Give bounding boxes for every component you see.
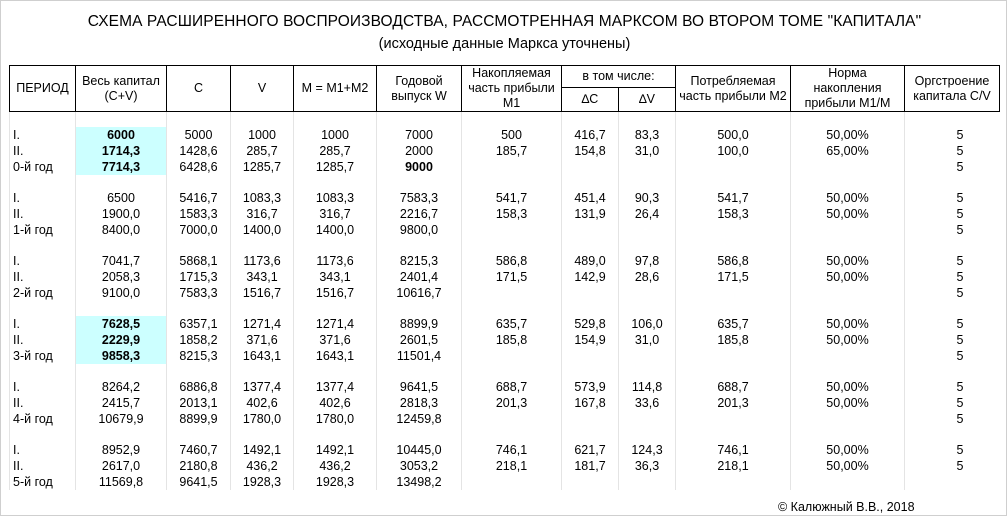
accumulation-norm-cell[interactable] bbox=[791, 222, 905, 238]
accumulation-norm-cell[interactable]: 50,00% bbox=[791, 379, 905, 395]
accumulation-norm-cell[interactable] bbox=[791, 285, 905, 301]
v-value-cell[interactable]: 1285,7 bbox=[231, 159, 294, 175]
v-value-cell[interactable]: 1000 bbox=[231, 127, 294, 143]
delta-v-cell[interactable] bbox=[619, 159, 676, 175]
table-row bbox=[10, 222, 1000, 238]
table-row bbox=[10, 332, 1000, 348]
spacer-row bbox=[10, 364, 1000, 379]
accumulated-profit-cell[interactable]: 635,7 bbox=[462, 316, 562, 332]
spacer-row bbox=[10, 175, 1000, 190]
consumed-profit-cell[interactable] bbox=[676, 222, 791, 238]
accumulation-norm-cell[interactable] bbox=[791, 474, 905, 490]
c-value-cell[interactable]: 9641,5 bbox=[167, 474, 231, 490]
m-value-cell[interactable]: 1285,7 bbox=[294, 159, 377, 175]
accumulated-profit-cell[interactable] bbox=[462, 348, 562, 364]
total-capital-cell[interactable]: 2058,3 bbox=[76, 269, 167, 285]
consumed-profit-cell[interactable]: 100,0 bbox=[676, 143, 791, 159]
period-label-cell[interactable]: 5-й год bbox=[10, 474, 76, 490]
delta-c-cell[interactable]: 142,9 bbox=[562, 269, 619, 285]
accumulated-profit-cell[interactable]: 185,8 bbox=[462, 332, 562, 348]
m-value-cell[interactable]: 285,7 bbox=[294, 143, 377, 159]
accumulation-norm-cell[interactable]: 50,00% bbox=[791, 332, 905, 348]
accumulation-norm-cell[interactable]: 50,00% bbox=[791, 206, 905, 222]
accumulated-profit-cell[interactable]: 218,1 bbox=[462, 458, 562, 474]
delta-c-cell[interactable]: 181,7 bbox=[562, 458, 619, 474]
c-value-cell[interactable]: 7583,3 bbox=[167, 285, 231, 301]
accumulated-profit-cell[interactable]: 158,3 bbox=[462, 206, 562, 222]
consumed-profit-cell[interactable] bbox=[676, 474, 791, 490]
v-value-cell[interactable]: 371,6 bbox=[231, 332, 294, 348]
v-value-cell[interactable]: 285,7 bbox=[231, 143, 294, 159]
total-capital-cell[interactable]: 11569,8 bbox=[76, 474, 167, 490]
c-value-cell[interactable]: 7460,7 bbox=[167, 442, 231, 458]
organic-structure-cell[interactable]: 5 bbox=[905, 222, 1000, 238]
v-value-cell[interactable]: 402,6 bbox=[231, 395, 294, 411]
c-value-cell[interactable]: 6886,8 bbox=[167, 379, 231, 395]
v-value-cell[interactable]: 343,1 bbox=[231, 269, 294, 285]
period-label-cell[interactable]: II. bbox=[10, 206, 76, 222]
organic-structure-cell[interactable]: 5 bbox=[905, 442, 1000, 458]
c-value-cell[interactable]: 5868,1 bbox=[167, 253, 231, 269]
consumed-profit-cell[interactable] bbox=[676, 348, 791, 364]
header-delta-v: ∆V bbox=[619, 87, 676, 111]
annual-output-cell[interactable]: 8215,3 bbox=[377, 253, 462, 269]
period-label-cell[interactable]: 3-й год bbox=[10, 348, 76, 364]
total-capital-cell[interactable]: 8952,9 bbox=[76, 442, 167, 458]
total-capital-cell[interactable]: 7714,3 bbox=[76, 159, 167, 175]
accumulation-norm-cell[interactable] bbox=[791, 348, 905, 364]
delta-c-cell[interactable]: 573,9 bbox=[562, 379, 619, 395]
delta-v-cell[interactable]: 90,3 bbox=[619, 190, 676, 206]
total-capital-cell[interactable]: 10679,9 bbox=[76, 411, 167, 427]
organic-structure-cell[interactable]: 5 bbox=[905, 285, 1000, 301]
organic-structure-cell[interactable]: 5 bbox=[905, 206, 1000, 222]
annual-output-cell[interactable]: 2601,5 bbox=[377, 332, 462, 348]
total-capital-cell[interactable]: 2617,0 bbox=[76, 458, 167, 474]
sheet-title: СХЕМА РАСШИРЕННОГО ВОСПРОИЗВОДСТВА, РАССМОТРЕННАЯ МАРКСОМ ВО ВТОРОМ ТОМЕ "КАПИТАЛА" bbox=[87, 13, 922, 30]
header-organic-structure: Оргстроение капитала C/V bbox=[905, 66, 1000, 112]
m-value-cell[interactable]: 1173,6 bbox=[294, 253, 377, 269]
organic-structure-cell[interactable]: 5 bbox=[905, 269, 1000, 285]
consumed-profit-cell[interactable]: 688,7 bbox=[676, 379, 791, 395]
table-row bbox=[10, 316, 1000, 332]
table-row bbox=[10, 190, 1000, 206]
delta-c-cell[interactable]: 529,8 bbox=[562, 316, 619, 332]
m-value-cell[interactable]: 371,6 bbox=[294, 332, 377, 348]
period-label-cell[interactable]: II. bbox=[10, 395, 76, 411]
v-value-cell[interactable]: 1271,4 bbox=[231, 316, 294, 332]
delta-c-cell[interactable]: 131,9 bbox=[562, 206, 619, 222]
table-row bbox=[10, 206, 1000, 222]
organic-structure-cell[interactable]: 5 bbox=[905, 332, 1000, 348]
annual-output-cell[interactable]: 3053,2 bbox=[377, 458, 462, 474]
c-value-cell[interactable]: 5416,7 bbox=[167, 190, 231, 206]
annual-output-cell[interactable]: 7583,3 bbox=[377, 190, 462, 206]
accumulated-profit-cell[interactable] bbox=[462, 285, 562, 301]
accumulated-profit-cell[interactable]: 688,7 bbox=[462, 379, 562, 395]
annual-output-cell[interactable]: 9800,0 bbox=[377, 222, 462, 238]
header-c: C bbox=[167, 66, 231, 112]
delta-c-cell[interactable] bbox=[562, 474, 619, 490]
period-label-cell[interactable]: 0-й год bbox=[10, 159, 76, 175]
v-value-cell[interactable]: 1492,1 bbox=[231, 442, 294, 458]
delta-v-cell[interactable]: 26,4 bbox=[619, 206, 676, 222]
table-row bbox=[10, 269, 1000, 285]
total-capital-cell[interactable]: 8400,0 bbox=[76, 222, 167, 238]
header-v: V bbox=[231, 66, 294, 112]
organic-structure-cell[interactable]: 5 bbox=[905, 253, 1000, 269]
organic-structure-cell[interactable]: 5 bbox=[905, 143, 1000, 159]
c-value-cell[interactable]: 5000 bbox=[167, 127, 231, 143]
period-label-cell[interactable]: I. bbox=[10, 316, 76, 332]
c-value-cell[interactable]: 6428,6 bbox=[167, 159, 231, 175]
delta-c-cell[interactable]: 451,4 bbox=[562, 190, 619, 206]
delta-v-cell[interactable]: 114,8 bbox=[619, 379, 676, 395]
total-capital-cell[interactable]: 8264,2 bbox=[76, 379, 167, 395]
total-capital-cell[interactable]: 2229,9 bbox=[76, 332, 167, 348]
accumulation-norm-cell[interactable]: 50,00% bbox=[791, 316, 905, 332]
c-value-cell[interactable]: 6357,1 bbox=[167, 316, 231, 332]
v-value-cell[interactable]: 1780,0 bbox=[231, 411, 294, 427]
delta-c-cell[interactable] bbox=[562, 222, 619, 238]
accumulated-profit-cell[interactable]: 201,3 bbox=[462, 395, 562, 411]
period-label-cell[interactable]: I. bbox=[10, 253, 76, 269]
v-value-cell[interactable]: 1173,6 bbox=[231, 253, 294, 269]
accumulated-profit-cell[interactable] bbox=[462, 222, 562, 238]
spacer-row bbox=[10, 238, 1000, 253]
delta-v-cell[interactable]: 31,0 bbox=[619, 143, 676, 159]
accumulation-norm-cell[interactable]: 50,00% bbox=[791, 190, 905, 206]
accumulation-norm-cell[interactable]: 50,00% bbox=[791, 127, 905, 143]
v-value-cell[interactable]: 1643,1 bbox=[231, 348, 294, 364]
table-row bbox=[10, 474, 1000, 490]
v-value-cell[interactable]: 1377,4 bbox=[231, 379, 294, 395]
delta-v-cell[interactable]: 83,3 bbox=[619, 127, 676, 143]
m-value-cell[interactable]: 1271,4 bbox=[294, 316, 377, 332]
accumulated-profit-cell[interactable]: 746,1 bbox=[462, 442, 562, 458]
annual-output-cell[interactable]: 12459,8 bbox=[377, 411, 462, 427]
annual-output-cell[interactable]: 13498,2 bbox=[377, 474, 462, 490]
annual-output-cell[interactable]: 8899,9 bbox=[377, 316, 462, 332]
organic-structure-cell[interactable]: 5 bbox=[905, 458, 1000, 474]
period-label-cell[interactable]: I. bbox=[10, 442, 76, 458]
total-capital-cell[interactable]: 9858,3 bbox=[76, 348, 167, 364]
header-including: в том числе: bbox=[562, 66, 676, 88]
table-row bbox=[10, 442, 1000, 458]
c-value-cell[interactable]: 8899,9 bbox=[167, 411, 231, 427]
organic-structure-cell[interactable] bbox=[905, 474, 1000, 490]
consumed-profit-cell[interactable]: 185,8 bbox=[676, 332, 791, 348]
period-label-cell[interactable]: II. bbox=[10, 332, 76, 348]
v-value-cell[interactable]: 1928,3 bbox=[231, 474, 294, 490]
m-value-cell[interactable]: 436,2 bbox=[294, 458, 377, 474]
annual-output-cell[interactable]: 2818,3 bbox=[377, 395, 462, 411]
v-value-cell[interactable]: 1516,7 bbox=[231, 285, 294, 301]
delta-v-cell[interactable]: 36,3 bbox=[619, 458, 676, 474]
table-row bbox=[10, 458, 1000, 474]
m-value-cell[interactable]: 1780,0 bbox=[294, 411, 377, 427]
delta-c-cell[interactable]: 154,8 bbox=[562, 143, 619, 159]
header-accumulated-profit: Накопляемая часть прибыли M1 bbox=[462, 66, 562, 112]
table-row bbox=[10, 395, 1000, 411]
consumed-profit-cell[interactable]: 218,1 bbox=[676, 458, 791, 474]
m-value-cell[interactable]: 1928,3 bbox=[294, 474, 377, 490]
total-capital-cell[interactable]: 2415,7 bbox=[76, 395, 167, 411]
table-row bbox=[10, 379, 1000, 395]
consumed-profit-cell[interactable]: 541,7 bbox=[676, 190, 791, 206]
delta-v-cell[interactable]: 106,0 bbox=[619, 316, 676, 332]
accumulation-norm-cell[interactable]: 65,00% bbox=[791, 143, 905, 159]
v-value-cell[interactable]: 316,7 bbox=[231, 206, 294, 222]
consumed-profit-cell[interactable]: 201,3 bbox=[676, 395, 791, 411]
consumed-profit-cell[interactable]: 746,1 bbox=[676, 442, 791, 458]
accumulation-norm-cell[interactable]: 50,00% bbox=[791, 458, 905, 474]
accumulation-norm-cell[interactable]: 50,00% bbox=[791, 442, 905, 458]
m-value-cell[interactable]: 1083,3 bbox=[294, 190, 377, 206]
header-delta-c: ∆C bbox=[562, 87, 619, 111]
spacer-row bbox=[10, 301, 1000, 316]
accumulated-profit-cell[interactable]: 185,7 bbox=[462, 143, 562, 159]
consumed-profit-cell[interactable] bbox=[676, 285, 791, 301]
organic-structure-cell[interactable]: 5 bbox=[905, 395, 1000, 411]
organic-structure-cell[interactable]: 5 bbox=[905, 190, 1000, 206]
consumed-profit-cell[interactable]: 500,0 bbox=[676, 127, 791, 143]
delta-c-cell[interactable] bbox=[562, 285, 619, 301]
organic-structure-cell[interactable]: 5 bbox=[905, 159, 1000, 175]
m-value-cell[interactable]: 1000 bbox=[294, 127, 377, 143]
period-label-cell[interactable]: II. bbox=[10, 458, 76, 474]
m-value-cell[interactable]: 316,7 bbox=[294, 206, 377, 222]
period-label-cell[interactable]: 4-й год bbox=[10, 411, 76, 427]
delta-c-cell[interactable]: 489,0 bbox=[562, 253, 619, 269]
accumulated-profit-cell[interactable]: 541,7 bbox=[462, 190, 562, 206]
header-period: ПЕРИОД bbox=[10, 66, 76, 112]
organic-structure-cell[interactable]: 5 bbox=[905, 127, 1000, 143]
organic-structure-cell[interactable]: 5 bbox=[905, 411, 1000, 427]
accumulated-profit-cell[interactable]: 500 bbox=[462, 127, 562, 143]
consumed-profit-cell[interactable]: 635,7 bbox=[676, 316, 791, 332]
delta-c-cell[interactable] bbox=[562, 159, 619, 175]
annual-output-cell[interactable]: 2401,4 bbox=[377, 269, 462, 285]
c-value-cell[interactable]: 1858,2 bbox=[167, 332, 231, 348]
copyright-note: © Калюжный В.В., 2018 bbox=[778, 500, 915, 514]
delta-v-cell[interactable] bbox=[619, 411, 676, 427]
annual-output-cell[interactable]: 9000 bbox=[377, 159, 462, 175]
total-capital-cell[interactable]: 7628,5 bbox=[76, 316, 167, 332]
accumulation-norm-cell[interactable]: 50,00% bbox=[791, 253, 905, 269]
v-value-cell[interactable]: 1083,3 bbox=[231, 190, 294, 206]
organic-structure-cell[interactable]: 5 bbox=[905, 348, 1000, 364]
period-label-cell[interactable]: 1-й год bbox=[10, 222, 76, 238]
c-value-cell[interactable]: 2180,8 bbox=[167, 458, 231, 474]
delta-v-cell[interactable] bbox=[619, 474, 676, 490]
c-value-cell[interactable]: 2013,1 bbox=[167, 395, 231, 411]
period-label-cell[interactable]: II. bbox=[10, 269, 76, 285]
delta-v-cell[interactable]: 97,8 bbox=[619, 253, 676, 269]
annual-output-cell[interactable]: 9641,5 bbox=[377, 379, 462, 395]
consumed-profit-cell[interactable] bbox=[676, 159, 791, 175]
organic-structure-cell[interactable]: 5 bbox=[905, 379, 1000, 395]
consumed-profit-cell[interactable]: 586,8 bbox=[676, 253, 791, 269]
c-value-cell[interactable]: 1715,3 bbox=[167, 269, 231, 285]
m-value-cell[interactable]: 402,6 bbox=[294, 395, 377, 411]
table-row bbox=[10, 348, 1000, 364]
delta-c-cell[interactable]: 416,7 bbox=[562, 127, 619, 143]
consumed-profit-cell[interactable]: 171,5 bbox=[676, 269, 791, 285]
v-value-cell[interactable]: 1400,0 bbox=[231, 222, 294, 238]
annual-output-cell[interactable]: 10616,7 bbox=[377, 285, 462, 301]
delta-v-cell[interactable] bbox=[619, 348, 676, 364]
m-value-cell[interactable]: 1377,4 bbox=[294, 379, 377, 395]
v-value-cell[interactable]: 436,2 bbox=[231, 458, 294, 474]
table-body bbox=[10, 112, 1000, 491]
delta-c-cell[interactable]: 621,7 bbox=[562, 442, 619, 458]
total-capital-cell[interactable]: 6000 bbox=[76, 127, 167, 143]
accumulated-profit-cell[interactable] bbox=[462, 159, 562, 175]
accumulated-profit-cell[interactable]: 586,8 bbox=[462, 253, 562, 269]
header-accumulation-norm: Норма накопления прибыли M1/M bbox=[791, 66, 905, 112]
delta-v-cell[interactable] bbox=[619, 285, 676, 301]
spacer-row bbox=[10, 427, 1000, 442]
sheet-subtitle: (исходные данные Маркса уточнены) bbox=[378, 36, 631, 52]
table-row bbox=[10, 159, 1000, 175]
delta-c-cell[interactable]: 167,8 bbox=[562, 395, 619, 411]
header-total-capital: Весь капитал (C+V) bbox=[76, 66, 167, 112]
delta-c-cell[interactable] bbox=[562, 348, 619, 364]
delta-c-cell[interactable] bbox=[562, 411, 619, 427]
c-value-cell[interactable]: 8215,3 bbox=[167, 348, 231, 364]
delta-v-cell[interactable]: 33,6 bbox=[619, 395, 676, 411]
delta-v-cell[interactable] bbox=[619, 222, 676, 238]
header-consumed-profit: Потребляемая часть прибыли M2 bbox=[676, 66, 791, 112]
header-m: M = M1+M2 bbox=[294, 66, 377, 112]
m-value-cell[interactable]: 343,1 bbox=[294, 269, 377, 285]
table-row bbox=[10, 285, 1000, 301]
accumulated-profit-cell[interactable] bbox=[462, 474, 562, 490]
annual-output-cell[interactable]: 11501,4 bbox=[377, 348, 462, 364]
delta-v-cell[interactable]: 28,6 bbox=[619, 269, 676, 285]
delta-v-cell[interactable]: 31,0 bbox=[619, 332, 676, 348]
m-value-cell[interactable]: 1400,0 bbox=[294, 222, 377, 238]
table-row bbox=[10, 411, 1000, 427]
c-value-cell[interactable]: 1583,3 bbox=[167, 206, 231, 222]
total-capital-cell[interactable]: 6500 bbox=[76, 190, 167, 206]
total-capital-cell[interactable]: 1714,3 bbox=[76, 143, 167, 159]
total-capital-cell[interactable]: 9100,0 bbox=[76, 285, 167, 301]
table-row bbox=[10, 127, 1000, 143]
table-row bbox=[10, 253, 1000, 269]
c-value-cell[interactable]: 7000,0 bbox=[167, 222, 231, 238]
accumulated-profit-cell[interactable] bbox=[462, 411, 562, 427]
table-row bbox=[10, 143, 1000, 159]
total-capital-cell[interactable]: 7041,7 bbox=[76, 253, 167, 269]
c-value-cell[interactable]: 1428,6 bbox=[167, 143, 231, 159]
period-label-cell[interactable]: I. bbox=[10, 379, 76, 395]
period-label-cell[interactable]: I. bbox=[10, 190, 76, 206]
organic-structure-cell[interactable]: 5 bbox=[905, 316, 1000, 332]
header-annual-output: Годовой выпуск W bbox=[377, 66, 462, 112]
delta-c-cell[interactable]: 154,9 bbox=[562, 332, 619, 348]
reproduction-table bbox=[9, 65, 1000, 490]
annual-output-cell[interactable]: 2000 bbox=[377, 143, 462, 159]
delta-v-cell[interactable]: 124,3 bbox=[619, 442, 676, 458]
accumulation-norm-cell[interactable]: 50,00% bbox=[791, 395, 905, 411]
accumulation-norm-cell[interactable] bbox=[791, 411, 905, 427]
annual-output-cell[interactable]: 7000 bbox=[377, 127, 462, 143]
total-capital-cell[interactable]: 1900,0 bbox=[76, 206, 167, 222]
consumed-profit-cell[interactable]: 158,3 bbox=[676, 206, 791, 222]
period-label-cell[interactable]: I. bbox=[10, 127, 76, 143]
m-value-cell[interactable]: 1643,1 bbox=[294, 348, 377, 364]
period-label-cell[interactable]: 2-й год bbox=[10, 285, 76, 301]
spacer-row bbox=[10, 112, 1000, 128]
consumed-profit-cell[interactable] bbox=[676, 411, 791, 427]
m-value-cell[interactable]: 1492,1 bbox=[294, 442, 377, 458]
m-value-cell[interactable]: 1516,7 bbox=[294, 285, 377, 301]
accumulation-norm-cell[interactable]: 50,00% bbox=[791, 269, 905, 285]
accumulated-profit-cell[interactable]: 171,5 bbox=[462, 269, 562, 285]
annual-output-cell[interactable]: 2216,7 bbox=[377, 206, 462, 222]
period-label-cell[interactable]: II. bbox=[10, 143, 76, 159]
accumulation-norm-cell[interactable] bbox=[791, 159, 905, 175]
annual-output-cell[interactable]: 10445,0 bbox=[377, 442, 462, 458]
